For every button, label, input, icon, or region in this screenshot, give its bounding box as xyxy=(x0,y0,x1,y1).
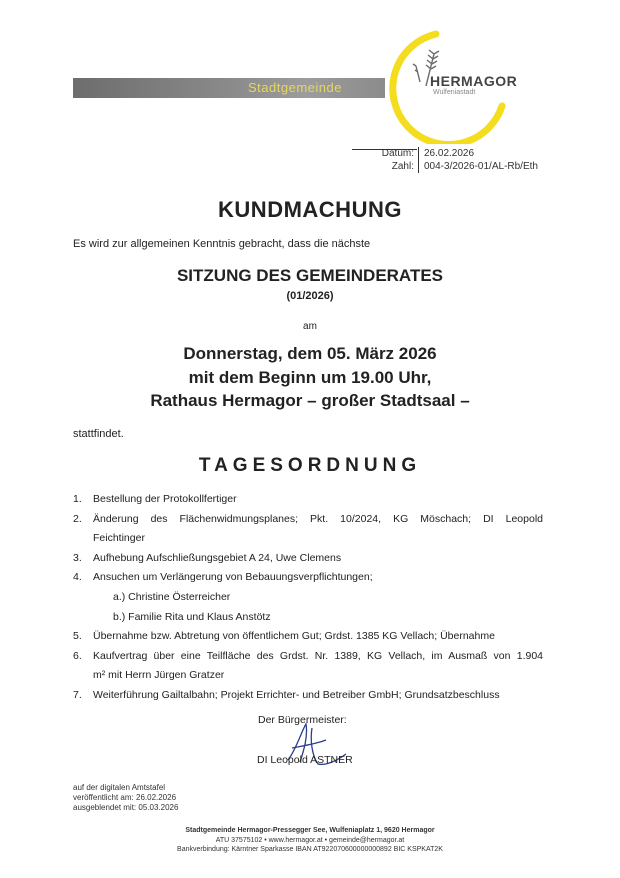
publication-line: auf der digitalen Amtstafel xyxy=(73,783,166,792)
publication-note xyxy=(73,783,178,813)
number-value: 004-3/2026-01/AL-Rb/Eth xyxy=(424,161,538,172)
agenda-item-text: Aufhebung Aufschließungsgebiet A 24, Uwe Clemens xyxy=(93,551,342,564)
session-name: SITZUNG DES GEMEINDERATES xyxy=(176,266,444,285)
date-label: Datum: xyxy=(352,147,419,160)
banner-text: Stadtgemeinde xyxy=(248,80,342,95)
agenda-list xyxy=(73,490,543,706)
agenda-item-number: 1. xyxy=(73,493,82,505)
footer-address: Stadtgemeinde Hermagor-Pressegger See, Wulfeniaplatz 1, 9620 Hermagor xyxy=(185,827,435,834)
agenda-item-text-cont: m² mit Herrn Jürgen Gratzer xyxy=(93,669,225,682)
agenda-item-text: Kaufvertrag über eine Teilfläche des Grdst. Nr. 1389, KG Vellach, im Ausmaß von 1.904 xyxy=(93,649,543,662)
agenda-item-text: Bestellung der Protokollfertiger xyxy=(93,493,237,505)
session-location: Rathaus Hermagor – großer Stadtsaal – xyxy=(150,391,470,410)
session-number: (01/2026) xyxy=(286,290,334,302)
agenda-item-number: 6. xyxy=(73,649,82,662)
agenda-item-number: 5. xyxy=(73,630,82,643)
agenda-item xyxy=(73,549,543,569)
agenda-subitem-text: b.) Familie Rita und Klaus Anstötz xyxy=(113,610,271,623)
document-title: KUNDMACHUNG xyxy=(218,197,402,222)
agenda-item xyxy=(73,647,543,667)
session-closing: stattfindet. xyxy=(73,428,124,440)
agenda-item-text: Ansuchen um Verlängerung von Bebauungsverpflichtungen; xyxy=(93,571,373,584)
logo-name: HERMAGOR xyxy=(430,73,518,89)
agenda-item xyxy=(73,510,543,530)
logo-subtitle: Wulfeniastadt xyxy=(433,89,476,96)
agenda-item xyxy=(73,490,543,510)
session-time: mit dem Beginn um 19.00 Uhr, xyxy=(188,368,432,387)
agenda-subitem xyxy=(73,588,543,608)
agenda-item xyxy=(73,686,543,706)
agenda-item-number: 2. xyxy=(73,512,82,525)
agenda-item-text: Weiterführung Gailtalbahn; Projekt Errichter- und Betreiber GmbH; Grundsatzbeschluss xyxy=(93,688,500,701)
agenda-item xyxy=(73,568,543,588)
agenda-item-text: Änderung des Flächenwidmungsplanes; Pkt. 10/2024, KG Möschach; DI Leopold xyxy=(93,512,543,525)
agenda-item-number: 4. xyxy=(73,571,82,584)
agenda-item-number: 7. xyxy=(73,688,82,701)
reference-number-row xyxy=(352,160,542,173)
signature-title: Der Bürgermeister: xyxy=(258,714,347,726)
agenda-subitem-text: a.) Christine Österreicher xyxy=(113,590,231,603)
agenda-item-text-cont: Feichtinger xyxy=(93,532,145,545)
reference-date-row xyxy=(352,147,542,160)
footer-contact: ATU 37575102 • www.hermagor.at • gemeinde@hermagor.at xyxy=(215,836,405,844)
number-label: Zahl: xyxy=(352,160,419,173)
reference-box xyxy=(352,147,542,175)
signature-name: DI Leopold ASTNER xyxy=(257,754,353,766)
footer xyxy=(0,826,620,855)
session-am: am xyxy=(303,321,317,332)
agenda-item-text: Übernahme bzw. Abtretung von öffentlichem Gut; Grdst. 1385 KG Vellach; Übernahme xyxy=(93,630,495,643)
intro-text: Es wird zur allgemeinen Kenntnis gebracht, dass die nächste xyxy=(73,238,371,250)
agenda-subitem xyxy=(73,608,543,628)
publication-line: veröffentlicht am: 26.02.2026 xyxy=(73,793,177,802)
agenda-item xyxy=(73,627,543,647)
date-value: 26.02.2026 xyxy=(424,148,475,159)
footer-bank: Bankverbindung: Kärntner Sparkasse IBAN AT922070600000000892 BIC KSPKAT2K xyxy=(177,846,443,853)
session-date: Donnerstag, dem 05. März 2026 xyxy=(183,344,437,363)
agenda-item-continuation xyxy=(73,529,543,549)
agenda-item-continuation xyxy=(73,666,543,686)
agenda-item-number: 3. xyxy=(73,551,82,564)
publication-line: ausgeblendet mit: 05.03.2026 xyxy=(73,803,179,812)
agenda-heading: TAGESORDNUNG xyxy=(198,455,422,476)
